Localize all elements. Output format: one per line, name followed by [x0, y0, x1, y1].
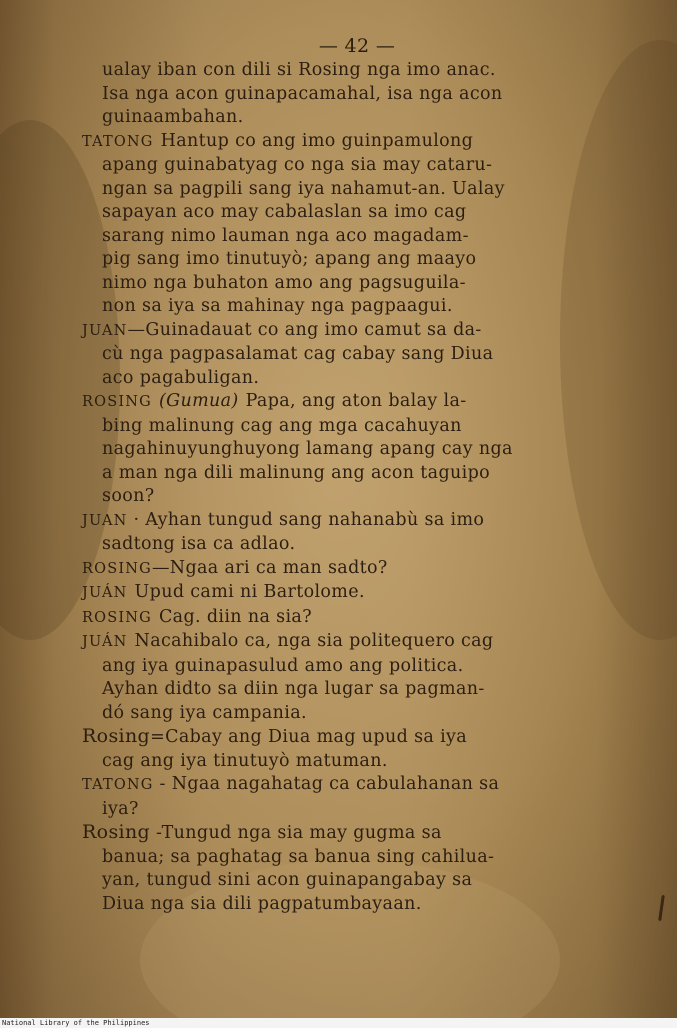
text-line: [82, 201, 602, 225]
text-line: [82, 106, 602, 130]
text-line: [82, 655, 602, 679]
line-text: iya?: [102, 798, 139, 819]
text-line: [82, 821, 602, 846]
speaker-name: TATONG: [82, 777, 154, 793]
text-line: [82, 773, 602, 798]
text-line: [82, 295, 602, 319]
text-line: [82, 725, 602, 750]
text-line: [82, 154, 602, 178]
line-text: soon?: [102, 486, 155, 506]
line-text: nimo nga buhaton amo ang pagsuguila-: [102, 272, 466, 293]
text-line: [82, 462, 602, 486]
line-text: Upud cami ni Bartolome.: [134, 582, 365, 602]
line-text: non sa iya sa mahinay nga pagpaagui.: [102, 296, 453, 316]
text-line: [82, 630, 602, 655]
line-text: ang iya guinapasulud amo ang politica.: [102, 655, 464, 676]
text-line: [82, 390, 602, 415]
footer-credit: National Library of the Philippines: [0, 1018, 677, 1028]
line-text: Ayhan didto sa diin nga lugar sa pagman-: [102, 679, 485, 699]
line-text: a man nga dili malinung ang acon taguipo: [102, 462, 491, 483]
line-text: Cag. diin na sia?: [158, 606, 312, 627]
speaker-separator: ·: [127, 509, 146, 530]
text-line: [82, 272, 602, 296]
line-text: cag ang iya tinutuyò matuman.: [102, 750, 388, 771]
speaker-name: TATONG: [82, 133, 154, 150]
text-line: [82, 83, 602, 107]
text-line: [82, 581, 602, 606]
text-line: [82, 415, 602, 439]
line-text: Tungud nga sia may gugma sa: [161, 823, 442, 843]
line-text: Nacahibalo ca, nga sia politequero cag: [134, 631, 494, 651]
line-text: pig sang imo tinutuyò; apang ang maayo: [102, 249, 477, 269]
text-line: [82, 702, 602, 726]
text-line: [82, 846, 602, 870]
line-text: Diua nga sia dili pagpatumbayaan.: [102, 893, 422, 914]
line-text: Ayhan tungud sang nahanabù sa imo: [145, 509, 485, 530]
dialogue-lines: [82, 59, 602, 916]
line-text: bing malinung cag ang mga cacahuyan: [102, 415, 462, 436]
text-line: [82, 343, 602, 367]
line-text: sapayan aco may cabalaslan sa imo cag: [102, 202, 467, 222]
line-text: cù nga pagpasalamat cag cabay sang Diua: [102, 344, 494, 364]
line-text: sadtong isa ca adlao.: [102, 534, 296, 554]
line-text: guinaambahan.: [102, 107, 244, 127]
text-line: [82, 678, 602, 702]
line-text: yan, tungud sini acon guinapangabay sa: [102, 870, 473, 890]
line-text: Isa nga acon guinapacamahal, isa nga acon: [102, 83, 503, 104]
speaker-name: JUÁN: [82, 634, 128, 650]
text-line: [82, 869, 602, 893]
text-line: [82, 798, 602, 822]
text-line: [82, 485, 602, 509]
text-line: [82, 59, 602, 83]
speaker-name: ROSING: [82, 609, 152, 626]
speaker-separator: —: [127, 319, 146, 340]
speaker-separator: —: [151, 557, 170, 578]
line-text: aco pagabuligan.: [102, 367, 260, 388]
line-text: Ngaa nagahatag ca cabulahanan sa: [171, 774, 500, 794]
margin-mark: [658, 895, 665, 921]
text-line: [82, 130, 602, 155]
text-line: [82, 750, 602, 774]
speaker-name: JUAN: [82, 322, 128, 339]
speaker-name: ROSING: [82, 560, 152, 577]
text-line: [82, 893, 602, 917]
line-text: ngan sa pagpili sang iya nahamut-an. Ualay: [102, 178, 505, 199]
text-line: [82, 248, 602, 272]
line-text: nagahinuyunghuyong lamang apang cay nga: [102, 439, 513, 459]
text-line: [82, 367, 602, 391]
speaker-name: Rosing: [82, 725, 151, 747]
line-text: Guinadauat co ang imo camut sa da-: [145, 319, 482, 340]
line-text: Hantup co ang imo guinpamulong: [160, 130, 474, 151]
speaker-separator: -: [153, 774, 172, 794]
speaker-name: JUÁN: [82, 585, 128, 601]
speaker-separator: -: [150, 823, 162, 843]
text-line: [82, 557, 602, 582]
speaker-name: ROSING: [82, 394, 152, 410]
text-line: [82, 438, 602, 462]
page-text: [82, 34, 602, 916]
speaker-name: Rosing: [82, 821, 151, 843]
text-line: [82, 319, 602, 344]
text-line: [82, 509, 602, 534]
stage-direction: (Gumua): [158, 391, 239, 411]
line-text: dó sang iya campania.: [102, 702, 307, 723]
line-text: Ngaa ari ca man sadto?: [169, 557, 388, 578]
line-text: Cabay ang Diua mag upud sa iya: [165, 727, 468, 747]
text-line: [82, 178, 602, 202]
text-line: [82, 533, 602, 557]
line-text: ualay iban con dili si Rosing nga imo anac.: [102, 60, 496, 80]
speaker-separator: =: [150, 727, 166, 747]
speaker-name: JUAN: [82, 512, 128, 529]
line-text: Papa, ang aton balay la-: [245, 391, 467, 411]
line-text: apang guinabatyag co nga sia may cataru-: [102, 155, 493, 175]
page-number: — 42 —: [318, 35, 396, 57]
line-text: banua; sa paghatag sa banua sing cahilua-: [102, 846, 495, 867]
text-line: [82, 225, 602, 249]
line-text: sarang nimo lauman nga aco magadam-: [102, 225, 469, 246]
text-line: [82, 606, 602, 631]
